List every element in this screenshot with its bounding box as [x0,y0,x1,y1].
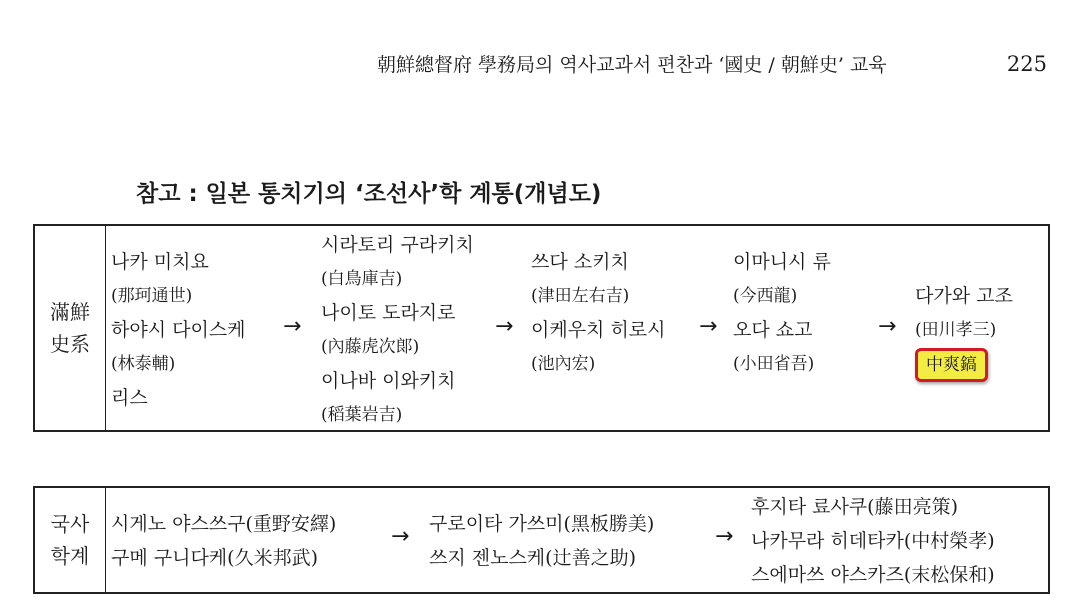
mansen-label-line2: 史系 [50,332,90,356]
scholar-entry: 후지타 료사쿠(藤田亮策) [751,496,958,518]
mansen-label [35,226,106,430]
arrow-icon: → [715,524,734,549]
scholar-name: 나이토 도라지로 [321,302,456,324]
scholar-entry: 구로이타 가쓰미(黑板勝美) [429,513,655,535]
arrow-icon: → [283,314,302,339]
scholar-entry: 나카무라 히데타카(中村榮孝) [751,530,995,552]
scholar-name: 이나바 이와키치 [321,370,456,392]
scholar-entry: 스에마쓰 야스카즈(末松保和) [751,564,995,586]
mansen-lineage-box [33,224,1050,432]
kokushi-label-line1: 국사 [50,512,90,536]
scholar-name: 리스 [111,387,148,409]
scholar-hanja: (今西龍) [733,286,798,306]
scholar-name: 이케우치 히로시 [531,319,666,341]
scholar-name: 시라토리 구라키치 [321,234,474,256]
mansen-generation-5 [915,279,1013,381]
mansen-generation-1 [111,245,246,415]
page-number: 225 [1006,52,1047,76]
arrow-icon: → [391,524,410,549]
scholar-name: 하야시 다이스케 [111,319,246,341]
scholar-name: 이마니시 류 [733,251,831,273]
scholar-name: 오다 쇼고 [733,319,813,341]
scholar-entry: 구메 구니다케(久米邦武) [111,547,318,569]
highlighted-scholar: 中爽鎬 [915,348,988,382]
figure-caption: 참고 : 일본 통치기의 ‘조선사’학 계통(개념도) [136,181,602,207]
mansen-generation-3 [531,245,666,381]
mansen-label-line1: 滿鮮 [50,300,90,324]
scholar-hanja: (那珂通世) [111,286,193,306]
scholar-entry: 쓰지 젠노스케(辻善之助) [429,547,636,569]
page-header [377,50,1047,77]
arrow-icon: → [878,314,897,339]
scholar-hanja: (稻葉岩吉) [321,405,403,425]
scholar-entry: 시게노 야스쓰구(重野安繹) [111,513,337,535]
scholar-name: 다가와 고조 [915,285,1013,307]
kokushi-label [35,488,106,592]
scholar-name: 나카 미치요 [111,251,209,273]
kokushi-generation-3 [751,490,995,592]
scholar-hanja: (內藤虎次郞) [321,337,420,357]
arrow-icon: → [495,314,514,339]
mansen-generation-2 [321,228,474,432]
kokushi-label-line2: 학계 [50,544,90,568]
kokushi-generation-1 [111,507,336,575]
kokushi-generation-2 [429,507,654,575]
kokushi-lineage-box [33,486,1050,594]
arrow-icon: → [699,314,718,339]
scholar-hanja: (白鳥庫吉) [321,269,403,289]
header-title: 朝鮮總督府 學務局의 역사교과서 편찬과 ‘國史 / 朝鮮史’ 교육 [377,54,887,76]
scholar-hanja: (田川孝三) [915,320,997,340]
scholar-hanja: (津田左右吉) [531,286,630,306]
mansen-generation-4 [733,245,831,381]
scholar-name: 쓰다 소키치 [531,251,629,273]
scholar-hanja: (林泰輔) [111,354,176,374]
scholar-hanja: (小田省吾) [733,354,815,374]
scholar-hanja: (池內宏) [531,354,596,374]
